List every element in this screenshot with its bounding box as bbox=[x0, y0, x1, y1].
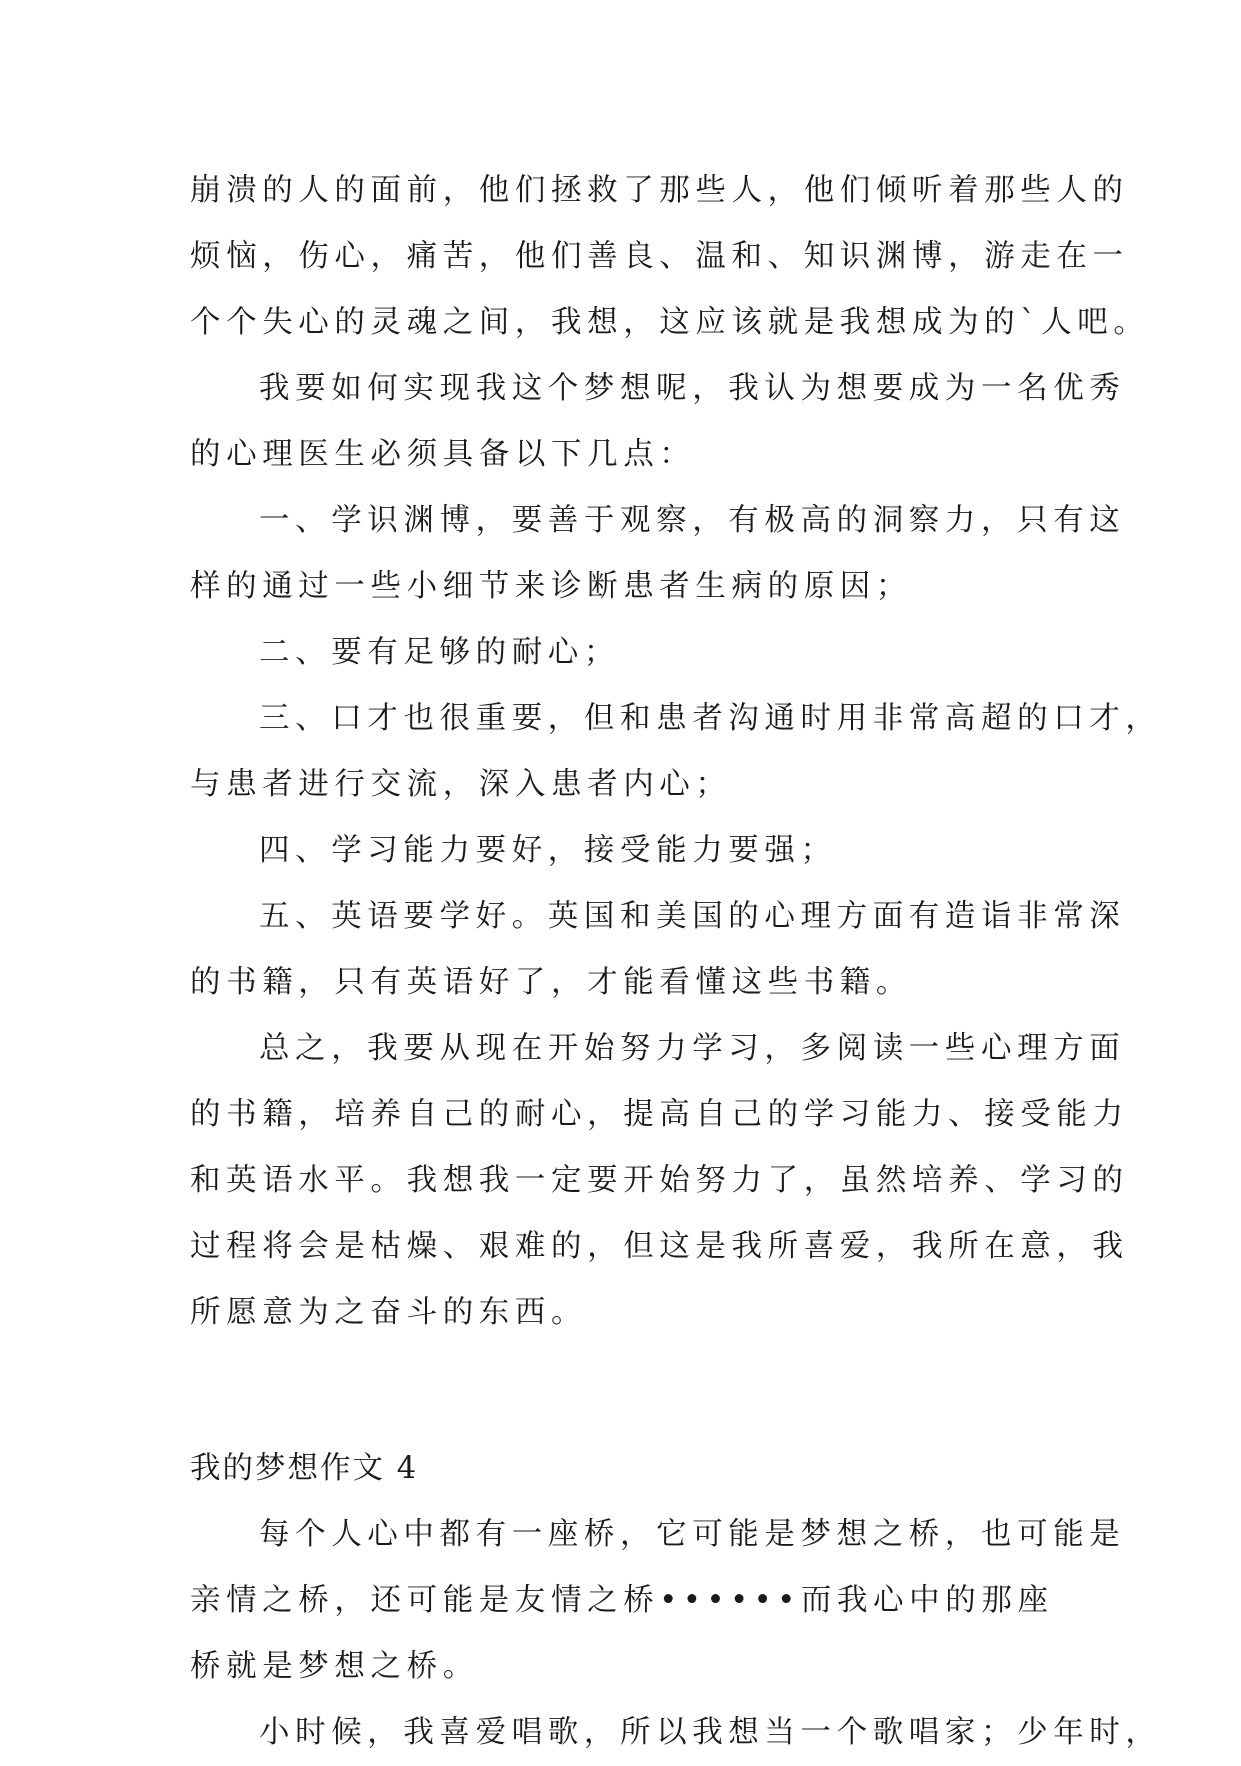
paragraph bbox=[190, 356, 1126, 488]
text-line: 四、学习能力要好，接受能力要强； bbox=[259, 833, 837, 868]
text-line: 桥就是梦想之桥。 bbox=[190, 1649, 479, 1684]
text-line: 样的通过一些小细节来诊断患者生病的原因； bbox=[190, 569, 912, 604]
text-line: 二、要有足够的耐心； bbox=[259, 635, 620, 670]
document-body bbox=[190, 158, 1162, 1766]
text-line: 的心理医生必须具备以下几点： bbox=[190, 437, 696, 472]
text-line: 的书籍，只有英语好了，才能看懂这些书籍。 bbox=[190, 965, 912, 1000]
text-line: 小时候，我喜爱唱歌，所以我想当一个歌唱家；少年时， bbox=[259, 1715, 1162, 1750]
text-line: 亲情之桥，还可能是友情之桥••••••而我心中的那座 bbox=[190, 1583, 1054, 1618]
paragraph bbox=[190, 1700, 1162, 1766]
text-line: 我要如何实现我这个梦想呢，我认为想要成为一名优秀 bbox=[259, 371, 1126, 406]
text-line: 的书籍，培养自己的耐心，提高自己的学习能力、接受能力 bbox=[190, 1097, 1129, 1132]
paragraph bbox=[190, 1502, 1126, 1700]
text-line: 一、学识渊博，要善于观察，有极高的洞察力，只有这 bbox=[259, 503, 1126, 538]
text-line: 个个失心的灵魂之间，我想，这应该就是我想成为的`人吧。 bbox=[190, 305, 1150, 340]
paragraph bbox=[190, 1016, 1129, 1346]
paragraph bbox=[190, 686, 1162, 818]
paragraph bbox=[190, 620, 1080, 686]
text-line: 与患者进行交流，深入患者内心； bbox=[190, 767, 732, 802]
paragraph bbox=[190, 884, 1126, 1016]
text-line: 所愿意为之奋斗的东西。 bbox=[190, 1295, 588, 1330]
section-gap bbox=[190, 1346, 1080, 1436]
text-line: 烦恼，伤心，痛苦，他们善良、温和、知识渊博，游走在一 bbox=[190, 239, 1129, 274]
text-line: 和英语水平。我想我一定要开始努力了，虽然培养、学习的 bbox=[190, 1163, 1129, 1198]
paragraph bbox=[190, 818, 1080, 884]
text-line: 五、英语要学好。英国和美国的心理方面有造诣非常深 bbox=[259, 899, 1126, 934]
paragraph bbox=[190, 158, 1150, 356]
section-heading: 我的梦想作文 4 bbox=[190, 1451, 419, 1486]
text-line: 过程将会是枯燥、艰难的，但这是我所喜爱，我所在意，我 bbox=[190, 1229, 1129, 1264]
text-line: 崩溃的人的面前，他们拯救了那些人，他们倾听着那些人的 bbox=[190, 173, 1129, 208]
text-line: 每个人心中都有一座桥，它可能是梦想之桥，也可能是 bbox=[259, 1517, 1126, 1552]
text-line: 三、口才也很重要，但和患者沟通时用非常高超的口才， bbox=[259, 701, 1162, 736]
text-line: 总之，我要从现在开始努力学习，多阅读一些心理方面 bbox=[259, 1031, 1126, 1066]
paragraph bbox=[190, 488, 1126, 620]
